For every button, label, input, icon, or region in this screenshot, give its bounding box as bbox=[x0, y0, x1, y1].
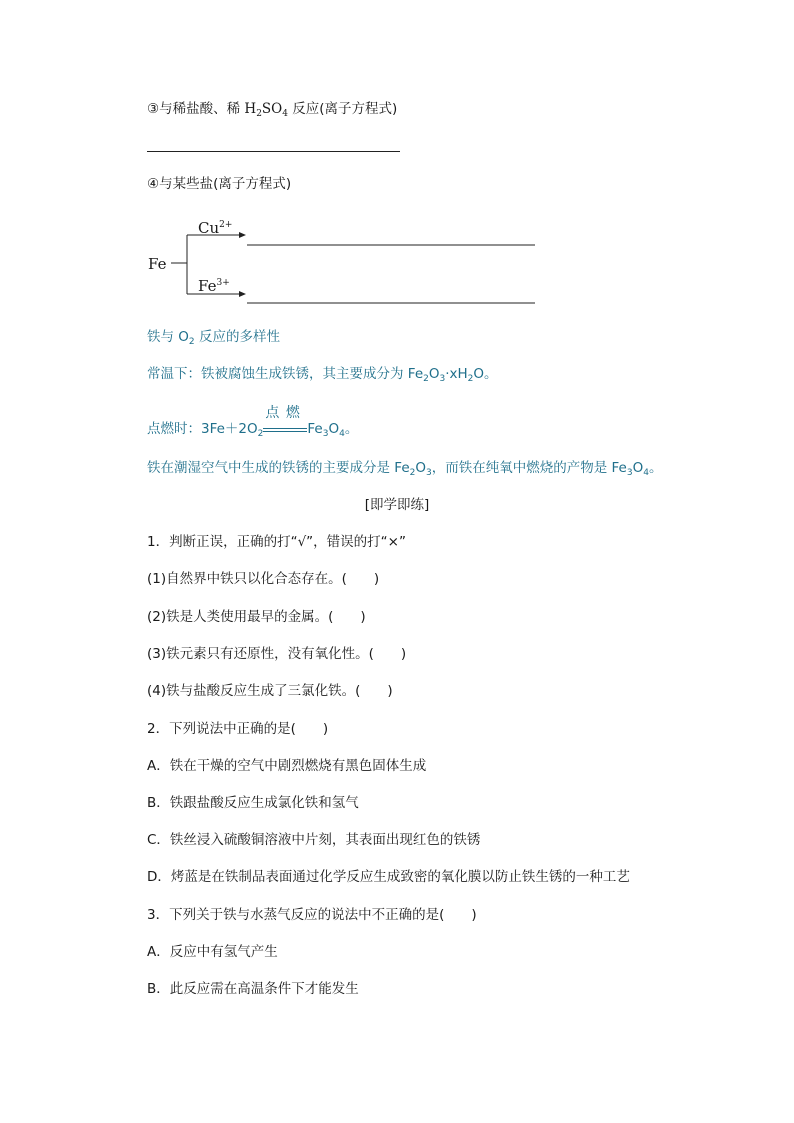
cu-charge: 2+ bbox=[219, 220, 233, 230]
note-line-ignition: 点燃时：$3Fe+2O_2$ 点 燃 $Fe_3O_4$。 bbox=[147, 405, 359, 439]
q2-option-d: D．烤蓝是在铁制品表面通过化学反应生成致密的氧化膜以防止铁生锈的一种工艺 bbox=[147, 869, 630, 885]
formula-h: H bbox=[244, 101, 257, 117]
ignite-condition: 点 燃 bbox=[265, 405, 301, 421]
formula-so-sub: 4 bbox=[282, 109, 288, 119]
formula-h-sub: 2 bbox=[256, 109, 262, 119]
q2-option-c: C．铁丝浸入硫酸铜溶液中片刻，其表面出现红色的铁锈 bbox=[147, 832, 481, 848]
reaction-diagram bbox=[0, 0, 794, 330]
section-title: [即学即练] bbox=[364, 497, 430, 513]
item3-suffix: 反应(离子方程式) bbox=[287, 101, 398, 117]
item4-line: ④与某些盐(离子方程式) bbox=[147, 176, 292, 192]
q3-option-a: A．反应中有氢气产生 bbox=[147, 944, 278, 960]
fe3-ion-label: $Fe^{3+}$ bbox=[198, 277, 230, 295]
q3-option-b: B．此反应需在高温条件下才能发生 bbox=[147, 981, 359, 997]
formula-so: SO bbox=[261, 101, 283, 117]
item3-prefix: ③与稀盐酸、稀 bbox=[147, 101, 245, 117]
cu-ion-label: $Cu^{2+}$ bbox=[198, 219, 233, 237]
q1-item-2: (2)铁是人类使用最早的金属。( ) bbox=[147, 609, 366, 625]
q1-item-1: (1)自然界中铁只以化合态存在。( ) bbox=[147, 571, 380, 587]
note-line-room-temp: 常温下：铁被腐蚀生成铁锈，其主要成分为 $Fe_2O_3\cdot xH_2O$。 bbox=[147, 366, 498, 384]
q1-item-3: (3)铁元素只有还原性，没有氧化性。( ) bbox=[147, 646, 407, 662]
q2-option-b: B．铁跟盐酸反应生成氯化铁和氢气 bbox=[147, 795, 359, 811]
q2-stem: 2．下列说法中正确的是( ) bbox=[147, 721, 329, 737]
q1-stem: 1．判断正误，正确的打“√”，错误的打“×” bbox=[147, 534, 406, 550]
reaction-condition-arrow bbox=[263, 405, 307, 438]
q3-stem: 3．下列关于铁与水蒸气反应的说法中不正确的是( ) bbox=[147, 907, 477, 923]
note-heading: 铁与 $O_2$ 反应的多样性 bbox=[147, 329, 280, 347]
fe-label: Fe bbox=[148, 255, 167, 273]
q1-item-4: (4)铁与盐酸反应生成了三氯化铁。( ) bbox=[147, 683, 393, 699]
fe3-charge: 3+ bbox=[216, 278, 230, 288]
q2-option-a: A．铁在干燥的空气中剧烈燃烧有黑色固体生成 bbox=[147, 758, 427, 774]
note-line-summary: 铁在潮湿空气中生成的铁锈的主要成分是 $Fe_2O_3$，而铁在纯氧中燃烧的产物是 $Fe_3O_4$。 bbox=[147, 460, 663, 478]
